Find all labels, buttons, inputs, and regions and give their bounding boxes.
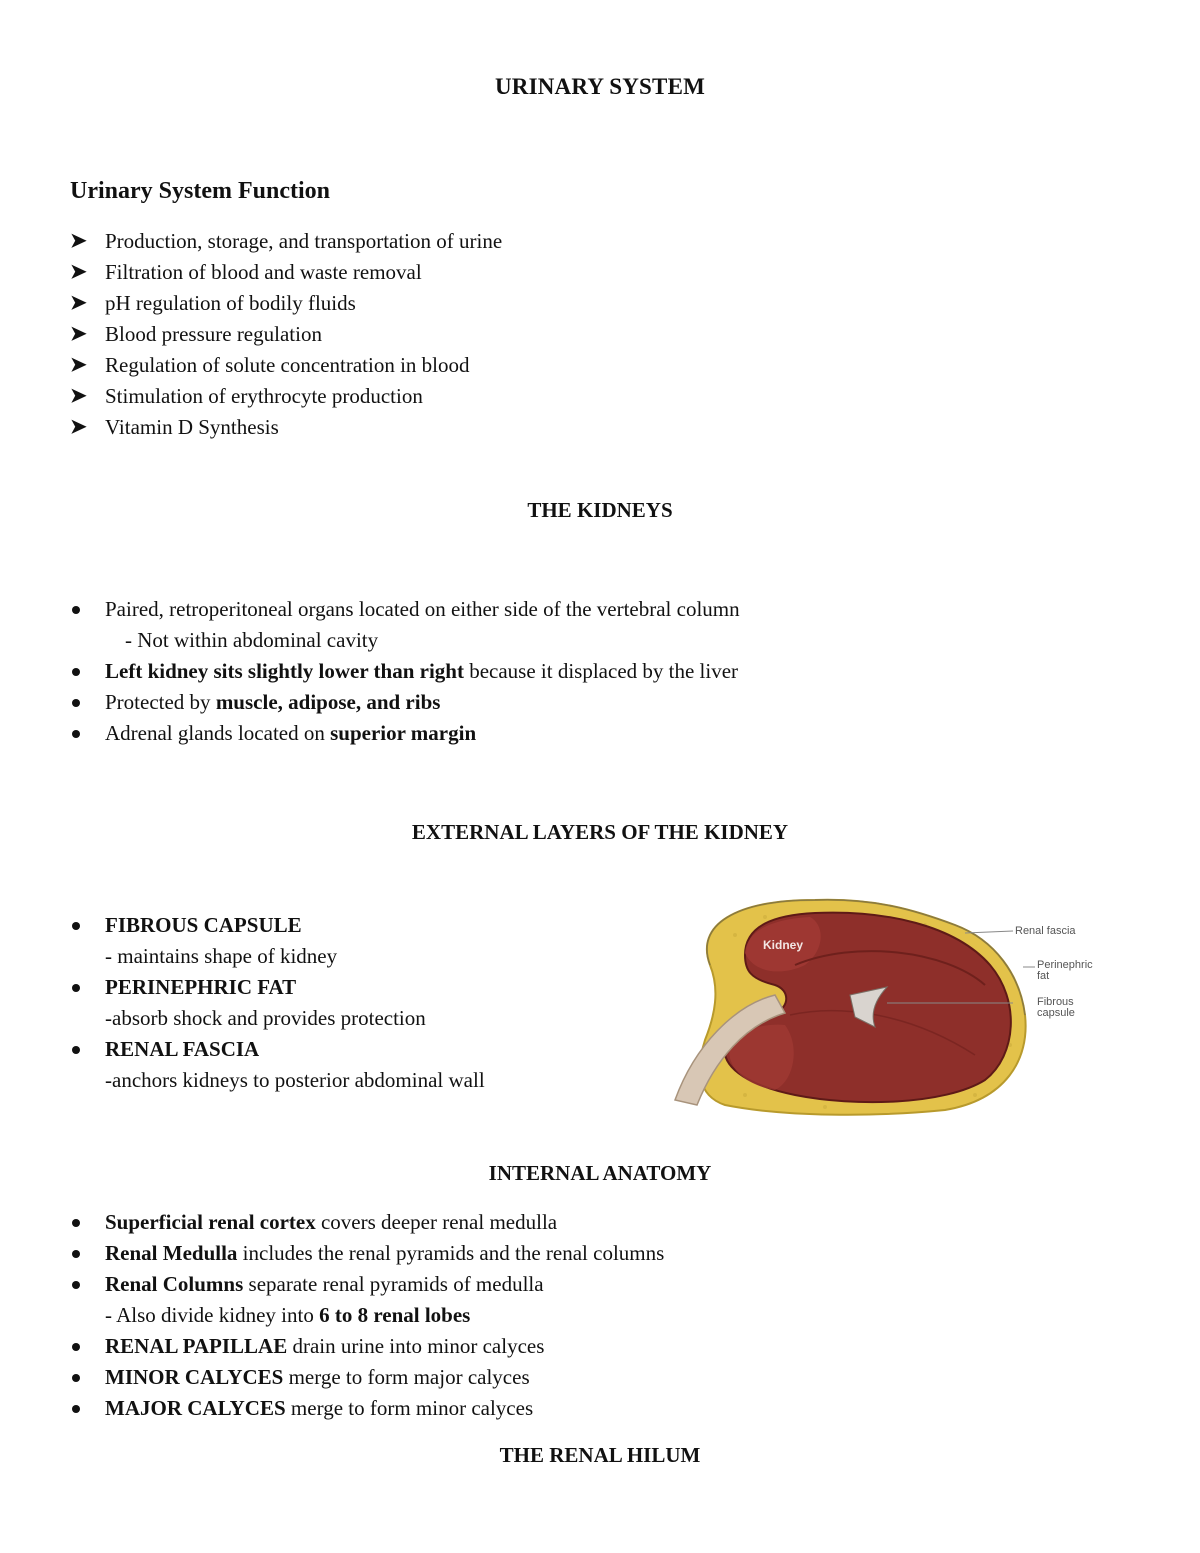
renal-fascia-label: Renal fascia [1015, 925, 1076, 937]
fibrous-capsule-label-1: Fibrous [1037, 996, 1074, 1008]
bullet-icon [72, 668, 80, 676]
bullet-icon [72, 922, 80, 930]
arrow-bullet-icon: ➤ [70, 323, 87, 345]
bullet-icon [72, 984, 80, 992]
bullet-icon [72, 1250, 80, 1258]
arrow-bullet-icon: ➤ [70, 354, 87, 376]
bullet-icon [72, 1374, 80, 1382]
arrow-bullet-icon: ➤ [70, 385, 87, 407]
bullet-icon [72, 1219, 80, 1227]
renal-hilum-heading: THE RENAL HILUM [499, 1443, 701, 1467]
external-layers-heading: EXTERNAL LAYERS OF THE KIDNEY [411, 820, 789, 844]
bullet-icon [72, 730, 80, 738]
kidneys-heading: THE KIDNEYS [527, 498, 673, 522]
kidney-layers-figure [625, 895, 1125, 1117]
function-heading: Urinary System Function [70, 178, 330, 204]
perinephric-fat-label-2: fat [1037, 970, 1050, 982]
arrow-bullet-icon: ➤ [70, 230, 87, 252]
bullet-icon [72, 1281, 80, 1289]
document-title: URINARY SYSTEM [494, 74, 706, 99]
arrow-bullet-icon: ➤ [70, 261, 87, 283]
fibrous-capsule-label-2: capsule [1037, 1007, 1075, 1019]
kidney-label: Kidney [763, 938, 804, 952]
arrow-bullet-icon: ➤ [70, 416, 87, 438]
bullet-icon [72, 606, 80, 614]
perinephric-fat-label-1: Perinephric [1037, 959, 1093, 971]
bullet-icon [72, 1343, 80, 1351]
internal-anatomy-heading: INTERNAL ANATOMY [488, 1161, 712, 1185]
arrow-bullet-icon: ➤ [70, 292, 87, 314]
bullet-icon [72, 1046, 80, 1054]
bullet-icon [72, 699, 80, 707]
bullet-icon [72, 1405, 80, 1413]
